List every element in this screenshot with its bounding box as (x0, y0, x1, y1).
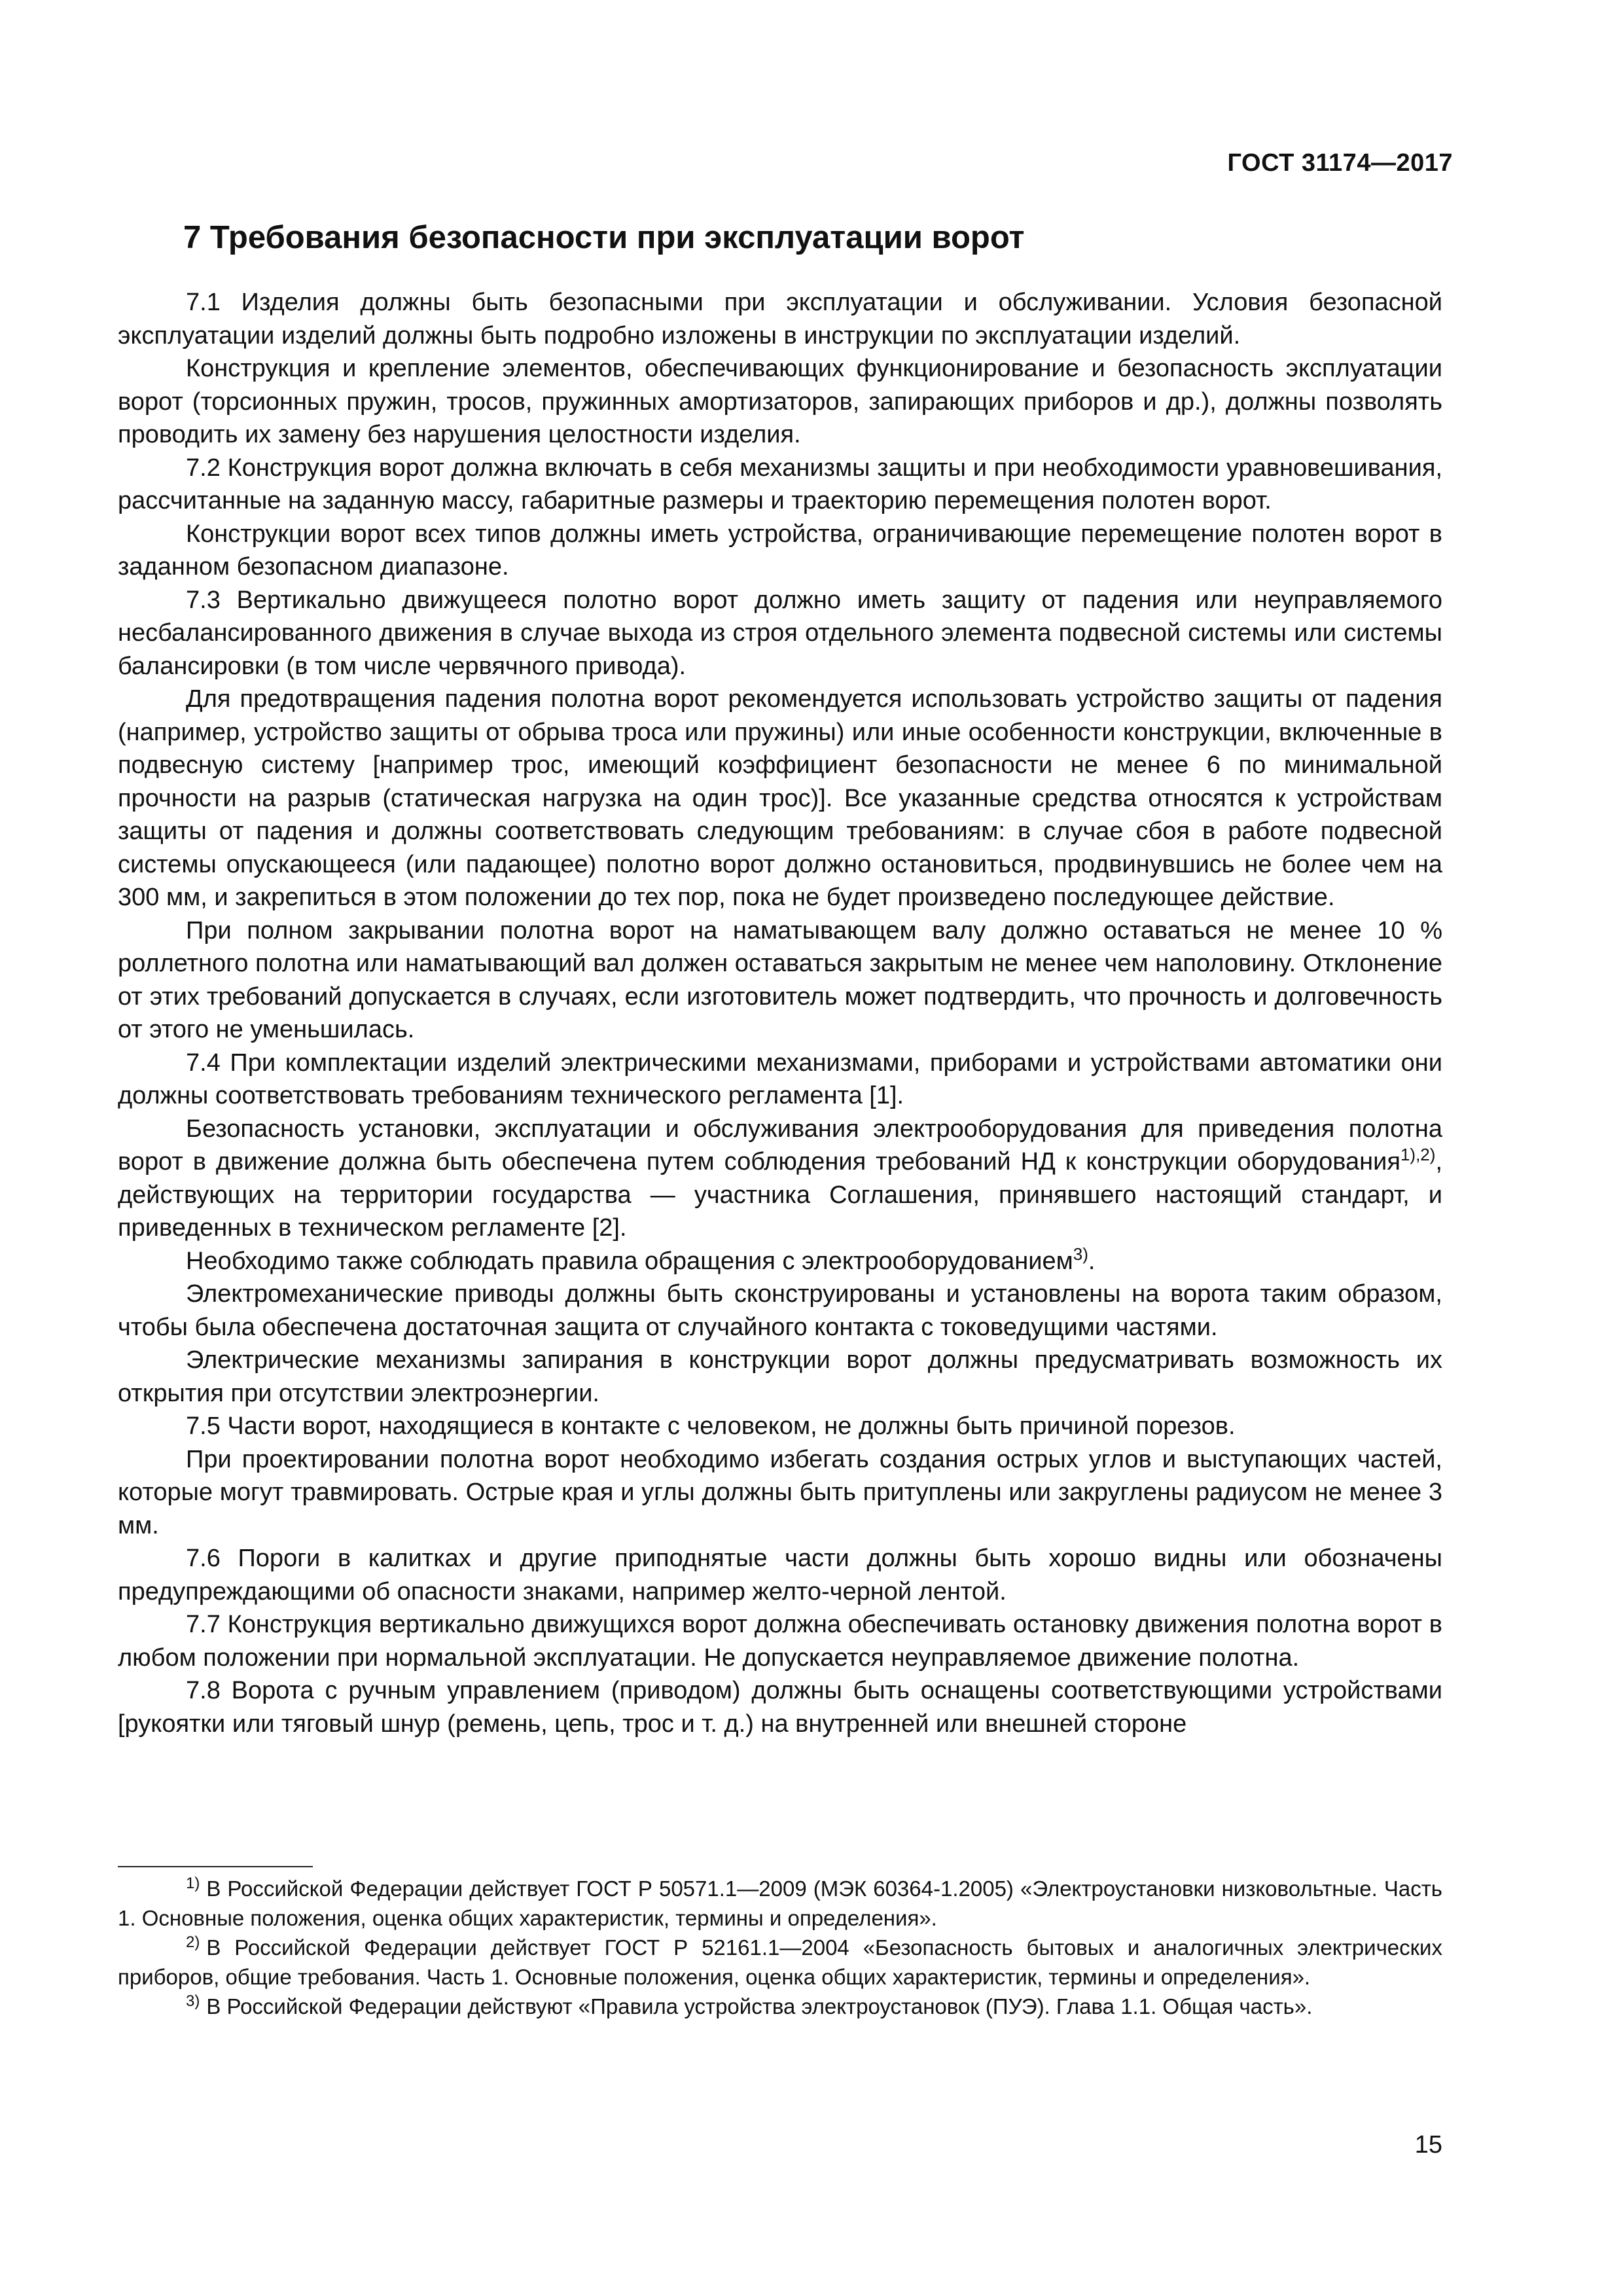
paragraph: Конструкция и крепление элементов, обеспечивающих функционирование и безопасность эксплуатации ворот (торсионных пружин, тросов, пружинных амортизаторов, запирающих приборов и др.), должны позволять проводить их замену без нарушения целостности изделия. (118, 355, 1442, 448)
paragraph: При проектировании полотна ворот необходимо избегать создания острых углов и выступающих частей, которые могут травмировать. Острые края и углы должны быть притуплены или закруглены радиусом не менее 3 мм. (118, 1445, 1442, 1539)
footnote-text: В Российской Федерации действует ГОСТ Р 50571.1—2009 (МЭК 60364-1.2005) «Электроустановки низковольтные. Часть 1. Основные положения, оценка общих характеристик, термины и определения». (118, 1876, 1442, 1930)
document-header-id: ГОСТ 31174—2017 (1227, 149, 1453, 177)
footnote-3 (118, 1992, 1442, 2021)
paragraph: Конструкции ворот всех типов должны иметь устройства, ограничивающие перемещение полотен ворот в заданном безопасном диапазоне. (118, 520, 1442, 581)
paragraph-7-4: 7.4 При комплектации изделий электрическими механизмами, приборами и устройствами автоматики они должны соответствовать требованиям технического регламента [1]. (118, 1049, 1442, 1109)
footnote-text: В Российской Федерации действует ГОСТ Р 52161.1—2004 «Безопасность бытовых и аналогичных электрических приборов, общие требования. Часть 1. Основные положения, оценка общих характеристик, термины и определения». (118, 1935, 1442, 1989)
paragraph-7-8: 7.8 Ворота с ручным управлением (приводом) должны быть оснащены соответствующими устройствами [рукоятки или тяговый шнур (ремень, цепь, трос и т. д.) на внутренней или внешней стороне (118, 1677, 1442, 1738)
paragraph-text: Необходимо также соблюдать правила обращения с электрооборудованием (186, 1247, 1073, 1275)
footnote-1 (118, 1874, 1442, 1933)
body-text (118, 286, 1442, 1740)
footnotes (118, 1874, 1442, 2021)
footnote-text: В Российской Федерации действуют «Правила устройства электроустановок (ПУЭ). Глава 1.1. Общая часть». (206, 1994, 1313, 2018)
footnote-reference[interactable]: 3) (1073, 1244, 1088, 1264)
footnote-mark: 1) (186, 1874, 200, 1892)
footnote-mark: 3) (186, 1992, 200, 2010)
paragraph-7-3: 7.3 Вертикально движущееся полотно ворот должно иметь защиту от падения или неуправляемого несбалансированного движения в случае выхода из строя отдельного элемента подвесной системы или системы балансировки (в том числе червячного привода). (118, 586, 1442, 680)
footnote-mark: 2) (186, 1933, 200, 1951)
page-number: 15 (1414, 2131, 1442, 2159)
paragraph: Для предотвращения падения полотна ворот рекомендуется использовать устройство защиты от падения (например, устройство защиты от обрыва троса или пружины) или иные особенности конструкции, включенные в подвесную систему [например трос, имеющий коэффициент безопасности не менее 6 по минимальной прочности на разрыв (статическая нагрузка на один трос)]. Все указанные средства относятся к устройствам защиты от падения и должны соответствовать следующим требованиям: в случае сбоя в работе подвесной системы опускающееся (или падающее) полотно ворот должно остановиться, продвинувшись не более чем на 300 мм, и закрепиться в этом положении до тех пор, пока не будет произведено последующее действие. (118, 685, 1442, 911)
paragraph-text: Безопасность установки, эксплуатации и обслуживания электрооборудования для приведения полотна ворот в движение должна быть обеспечена путем соблюдения требований НД к конструкции оборудования (118, 1115, 1442, 1175)
paragraph-7-7: 7.7 Конструкция вертикально движущихся ворот должна обеспечивать остановку движения полотна ворот в любом положении при нормальной эксплуатации. Не допускается неуправляемое движение полотна. (118, 1611, 1442, 1672)
footnote-reference[interactable]: 1),2) (1400, 1145, 1436, 1164)
paragraph-7-1: 7.1 Изделия должны быть безопасными при эксплуатации и обслуживании. Условия безопасной эксплуатации изделий должны быть подробно изложены в инструкции по эксплуатации изделий. (118, 289, 1442, 350)
section-title: 7 Требования безопасности при эксплуатации ворот (183, 220, 1025, 255)
footnote-2 (118, 1933, 1442, 1992)
paragraph (118, 1245, 1442, 1278)
paragraph-7-5: 7.5 Части ворот, находящиеся в контакте с человеком, не должны быть причиной порезов. (186, 1412, 1236, 1440)
paragraph-7-6: 7.6 Пороги в калитках и другие приподнятые части должны быть хорошо видны или обозначены предупреждающими об опасности знаками, например желто-черной лентой. (118, 1545, 1442, 1605)
paragraph-text: . (1088, 1247, 1096, 1275)
paragraph: При полном закрывании полотна ворот на наматывающем валу должно оставаться не менее 10 % роллетного полотна или наматывающий вал должен оставаться закрытым не менее чем наполовину. Отклонение от этих требований допускается в случаях, если изготовитель может подтвердить, что прочность и долговечность от этого не уменьшилась. (118, 916, 1442, 1043)
paragraph-text: , действующих на территории государства — участника Соглашения, принявшего настоящий стандарт, и приведенных в техническом регламенте [2]. (118, 1148, 1442, 1242)
paragraph: Электромеханические приводы должны быть сконструированы и установлены на ворота таким образом, чтобы была обеспечена достаточная защита от случайного контакта с токоведущими частями. (118, 1280, 1442, 1341)
paragraph (118, 1113, 1442, 1245)
paragraph-7-2: 7.2 Конструкция ворот должна включать в себя механизмы защиты и при необходимости уравновешивания, рассчитанные на заданную массу, габаритные размеры и траекторию перемещения полотен ворот. (118, 454, 1442, 514)
paragraph: Электрические механизмы запирания в конструкции ворот должны предусматривать возможность их открытия при отсутствии электроэнергии. (118, 1346, 1442, 1407)
footnote-divider (118, 1866, 313, 1867)
